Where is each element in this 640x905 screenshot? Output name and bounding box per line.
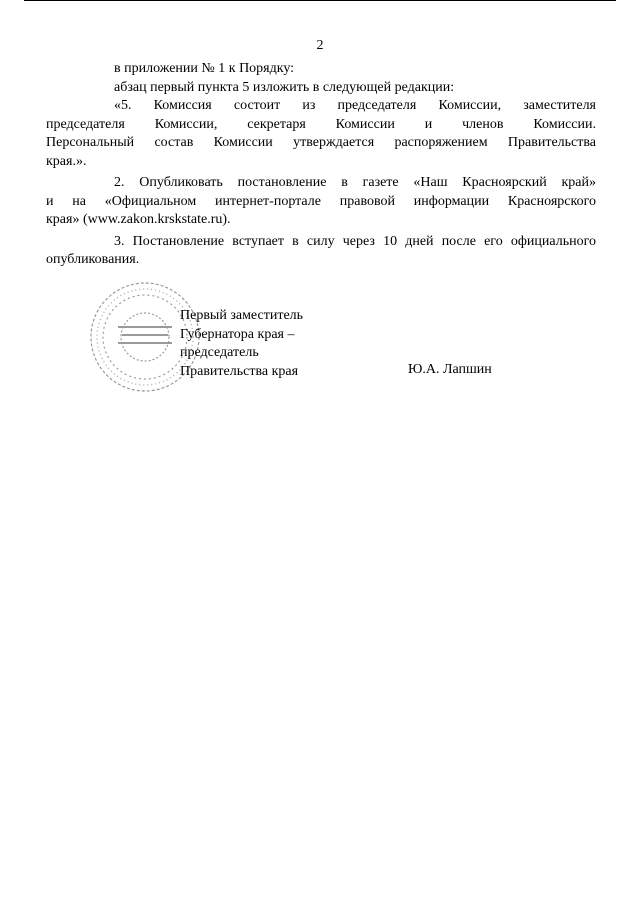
paragraph-line: 2. Опубликовать постановление в газете «Наш Красноярский край» — [114, 175, 596, 190]
paragraph-line: края.». — [46, 153, 87, 169]
document-body — [46, 60, 596, 270]
paragraph-line: 3. Постановление вступает в силу через 10 дней после его официального — [114, 233, 596, 249]
signatory-name: Ю.А. Лапшин — [408, 362, 492, 377]
page-number: 2 — [316, 38, 324, 53]
paragraph-line: «5. Комиссия состоит из председателя Комиссии, заместителя — [114, 98, 596, 113]
paragraph-effective-date — [46, 233, 596, 270]
paragraph-line: председателя Комиссии, секретаря Комиссии и членов Комиссии. — [46, 116, 596, 132]
paragraph-publish — [46, 174, 596, 230]
signatory-title-line: председатель — [180, 345, 259, 360]
paragraph-line: опубликования. — [46, 252, 140, 267]
signatory-title-line: Правительства края — [180, 363, 299, 379]
paragraph-clause-5 — [46, 97, 596, 171]
paragraph-amend-clause: абзац первый пункта 5 изложить в следующей редакции: — [114, 79, 455, 95]
paragraph-appendix-ref: в приложении № 1 к Порядку: — [114, 61, 295, 76]
paragraph-line: края» (www.zakon.krskstate.ru). — [46, 212, 231, 227]
signature-block — [180, 307, 303, 381]
top-divider — [24, 0, 616, 1]
paragraph-line: Персональный состав Комиссии утверждается распоряжением Правительства — [46, 135, 596, 150]
signatory-title-line: Первый заместитель — [180, 308, 304, 323]
paragraph-line: и на «Официальном интернет-портале правовой информации Красноярского — [46, 193, 596, 209]
signatory-title-line: Губернатора края – — [180, 326, 295, 342]
